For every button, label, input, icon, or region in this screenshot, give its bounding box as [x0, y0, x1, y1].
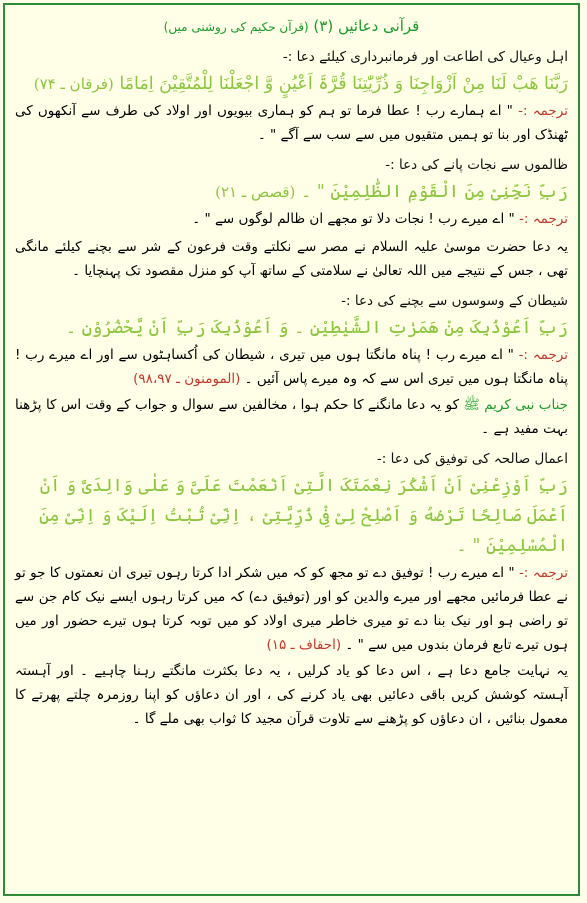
page-title [15, 13, 568, 39]
verse-text: رَبِّ اَوْزِعْنِیْ اَنْ اَشْکُرَ نِعْمَتَکَ الَّتِیْ اَنْعَمْتَ عَلَیَّ وَ عَلٰی وَالِدَیَّ وَ اَنْ اَعْمَلَ صَالِحًا تَرْضٰهُ وَ اَصْلِحْ لِیْ فِیْ ذُرِّیَّتِیْ ، اِنِّیْ تُبْتُ اِلَیْکَ وَ اِنِّیْ مِنَ الْمُسْلِمِیْنَ " ۔ [38, 476, 568, 556]
translation [15, 561, 568, 657]
section-family-obedience [15, 45, 568, 147]
section-note [15, 393, 568, 441]
section-oppressors [15, 153, 568, 283]
translation-text: " اے ہمارے رب ! عطا فرما تو ہم کو ہماری بیویوں اور اولاد کی طرف سے آنکھوں کی ٹھنڈک اور بنا تو ہمیں متقیوں میں سے سب سے آگے " ۔ [15, 103, 568, 143]
section-note: یہ دعا حضرت موسیٰ علیہ السلام نے مصر سے نکلتے وقت فرعون کے شر سے بچنے کیلئے مانگی تھی ، جس کے نتیجے میں اللہ تعالیٰ نے سلامتی کے ساتھ آپ کو منزل مقصود تک پہنچایا ۔ [15, 239, 568, 279]
title-main: قرآنی دعائیں (۳) [313, 17, 420, 35]
translation-text: " اے میرے رب ! پناہ مانگتا ہوں میں تیری ، شیطان کی اُکساہٹوں سے اور اے میرے رب ! پناہ مانگتا ہوں میں تیری اس سے کہ وہ میرے پاس آئیں ۔ [15, 347, 568, 387]
translation-label: ترجمہ :- [518, 565, 568, 581]
translation-reference: (احقاف ـ ۱۵) [266, 637, 342, 653]
translation [15, 207, 568, 231]
document-page [3, 3, 580, 896]
section-good-deeds [15, 447, 568, 731]
verse-text: رَبِّ اَعُوْذُبِکَ مِنْ هَمَزٰتِ الشَّیٰطِیْنِ ۔ وَ اَعُوْذُبِکَ رَبِّ اَنْ یَّحْضُرُوْنِ ۔ [65, 318, 568, 338]
section-note: یہ نہایت جامع دعا ہے ، اس دعا کو یاد کرلیں ، یہ دعا بکثرت مانگتے رہنا چاہیے ۔ اور آہستہ آہستہ کوشش کریں باقی دعائیں بھی یاد کرنے کی ، اور ان دعاؤں کو اپنا روزمرہ چلتے پھرتے کا معمول بنائیں ، ان دعاؤں کو پڑھنے سے تلاوت قرآن مجید کا ثواب بھی ملے گا ۔ [15, 663, 568, 727]
translation-reference: (المومنون ـ ۹۸،۹۷) [133, 371, 241, 387]
translation-text: " اے میرے رب ! توفیق دے تو مجھ کو کہ میں شکر ادا کرتا رہوں تیری ان نعمتوں کا جو تو نے عطا فرمائیں مجھے اور میرے والدین کو اور (توفیق دے) کہ میں کرتا رہوں ایسے نیک کام جن سے تو راضی ہو اور نیک بنا دے تو میری خاطر میری اولاد کو میں توبہ کرتا ہوں تیرے حضور اور میں ہوں تیرے تابع فرمان بندوں میں سے " ۔ [15, 565, 568, 653]
translation [15, 343, 568, 391]
section-heading: اہل وعیال کی اطاعت اور فرمانبرداری کیلئے دعا :- [15, 45, 568, 69]
translation-label: ترجمہ :- [518, 103, 568, 119]
translation-label: ترجمہ :- [519, 211, 568, 227]
note-text: کو یہ دعا مانگنے کا حکم ہوا ، مخالفین سے سوال و جواب کے وقت اس کا پڑھنا بہت مفید ہے ۔ [15, 397, 568, 437]
verse-text: رَبَّنَا هَبْ لَنَا مِنْ اَزْوَاجِنَا وَ ذُرِّیّٰتِنَا قُرَّۃَ اَعْیُنٍ وَّ اجْعَلْنَا لِلْمُتَّقِیْنَ اِمَامًا (فرقان ـ ۷۴) [33, 74, 568, 94]
section-satan-whispers [15, 289, 568, 441]
title-subtitle: (قرآن حکیم کی روشنی میں) [163, 20, 309, 34]
section-heading: اعمال صالحہ کی توفیق کی دعا :- [15, 447, 568, 471]
translation-text: " اے میرے رب ! نجات دلا تو مجھے ان ظالم لوگوں سے " ۔ [192, 211, 515, 227]
verse-text: رَبِّ نَجِّنِیْ مِنَ الْقَوْمِ الظّٰلِمِیْنَ " ۔ (قصص ـ ۲۱) [215, 182, 568, 202]
section-heading: شیطان کے وسوسوں سے بچنے کی دعا :- [15, 289, 568, 313]
translation-label: ترجمہ :- [518, 347, 568, 363]
translation [15, 99, 568, 147]
note-highlight: جناب نبی کریم ﷺ [463, 397, 568, 413]
verse-reference: (فرقان ـ ۷۴) [33, 75, 114, 93]
section-heading: ظالموں سے نجات پانے کی دعا :- [15, 153, 568, 177]
verse-reference: (قصص ـ ۲۱) [215, 183, 296, 201]
